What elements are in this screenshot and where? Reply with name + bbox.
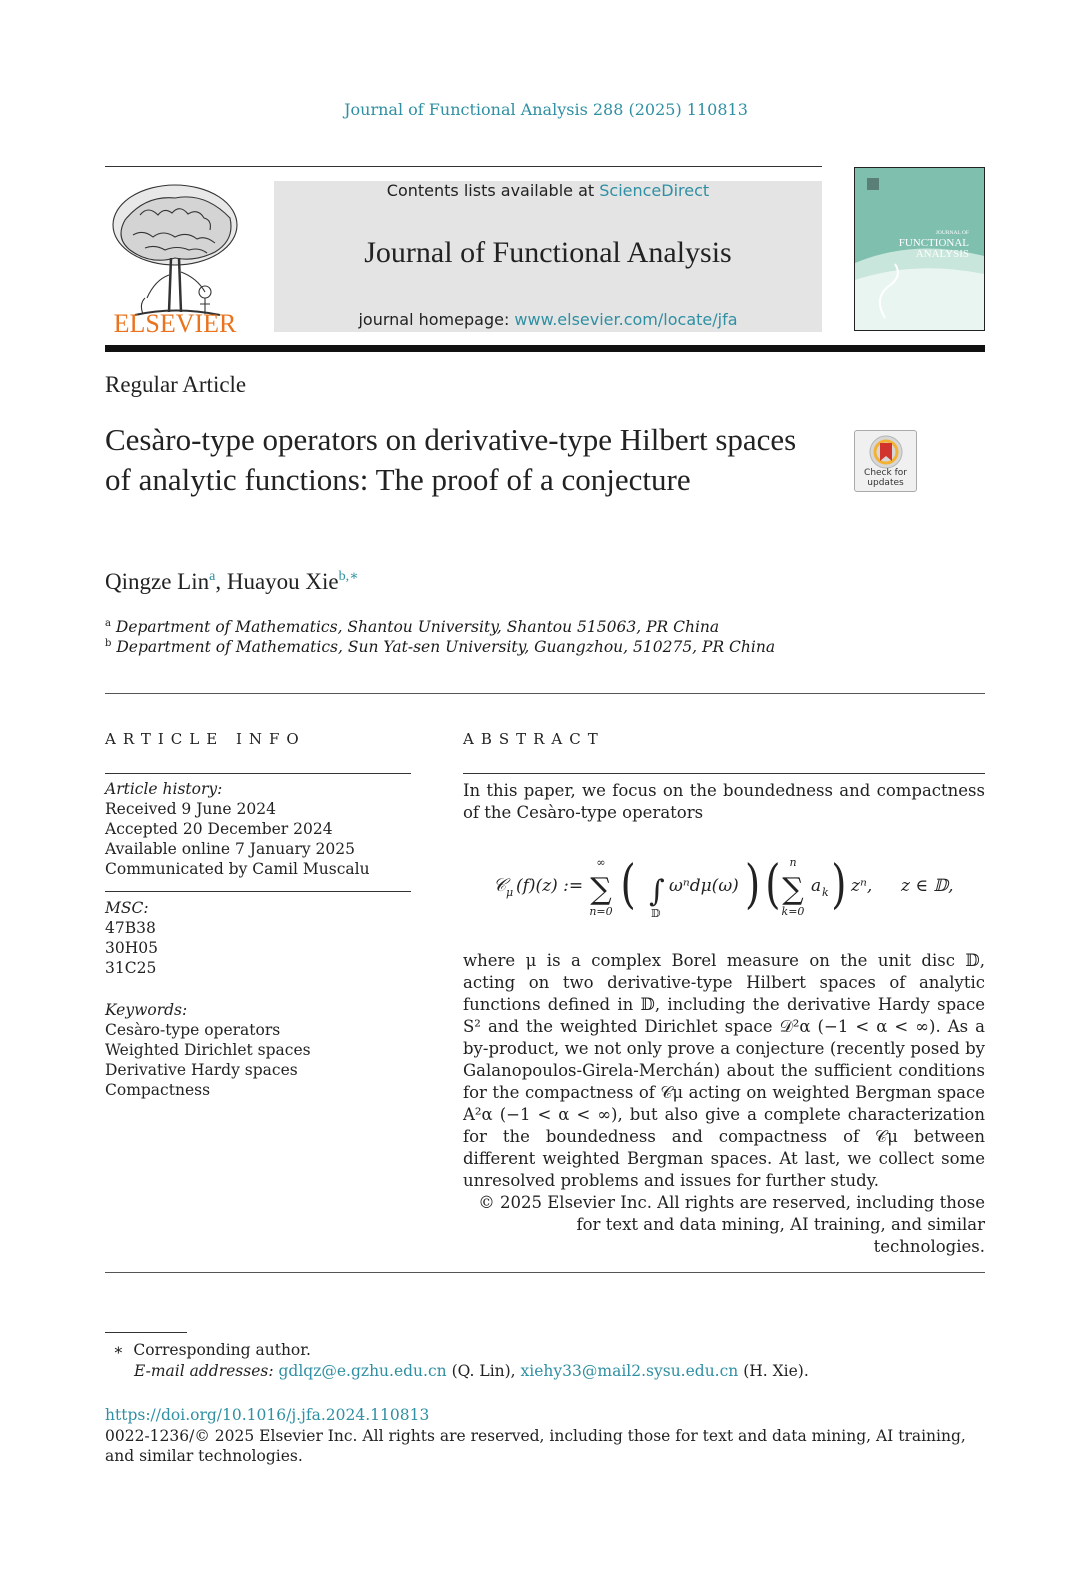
- msc-code: 31C25: [105, 959, 157, 977]
- formula-lhs: 𝒞: [493, 875, 507, 896]
- affiliation-a: $^a$ Department of Mathematics, Shantou University, Shantou 515063, PR China: [105, 618, 720, 636]
- doi-link[interactable]: https://doi.org/10.1016/j.jfa.2024.110813: [105, 1406, 430, 1424]
- history-online: Available online 7 January 2025: [105, 840, 355, 858]
- left-paren: (: [765, 855, 781, 915]
- history-label: Article history:: [105, 780, 223, 798]
- email-link[interactable]: xiehy33@mail2.sysu.edu.cn: [520, 1362, 739, 1380]
- history-communicated: Communicated by Camil Muscalu: [105, 860, 370, 878]
- affiliation-b: $^b$ Department of Mathematics, Sun Yat-sen University, Guangzhou, 510275, PR China: [105, 638, 776, 656]
- keyword: Weighted Dirichlet spaces: [105, 1041, 311, 1059]
- abstract-heading: ABSTRACT: [463, 730, 605, 748]
- integral-sign: ∫: [649, 874, 665, 909]
- homepage-line: journal homepage: www.elsevier.com/locate/jfa: [358, 310, 738, 329]
- email-label: E-mail addresses:: [134, 1362, 274, 1380]
- msc-rule: [105, 891, 411, 892]
- journal-cover-image: [855, 168, 984, 330]
- author-name[interactable]: Huayou Xie: [226, 569, 339, 594]
- integral-domain: 𝔻: [651, 907, 661, 920]
- publisher-logo: [105, 180, 245, 335]
- history-accepted: Accepted 20 December 2024: [105, 820, 333, 838]
- msc-code: 30H05: [105, 939, 158, 957]
- sum1-upper: ∞: [596, 856, 606, 869]
- keyword: Derivative Hardy spaces: [105, 1061, 298, 1079]
- formula-tail: zⁿ,: [851, 876, 873, 896]
- publisher-wordmark: ELSEVIER: [113, 309, 237, 335]
- right-paren: ): [745, 855, 761, 915]
- msc-label: MSC:: [105, 899, 149, 917]
- sum1-sigma: ∑: [590, 872, 612, 907]
- check-badge-text: Check for updates: [864, 468, 907, 488]
- rights-statement: 0022-1236/© 2025 Elsevier Inc. All rights are reserved, including those for text and data mining, AI training, and similar technologies.: [105, 1427, 966, 1465]
- elsevier-tree-icon: [105, 180, 245, 335]
- sum2-lower: k=0: [781, 905, 805, 918]
- cover-title-2: ANALYSIS: [915, 248, 969, 260]
- integrand: ωⁿdμ(ω): [669, 876, 739, 896]
- homepage-link[interactable]: www.elsevier.com/locate/jfa: [514, 310, 738, 329]
- abstract-rule: [463, 773, 985, 774]
- keyword: Compactness: [105, 1081, 211, 1099]
- header-thick-rule: [105, 345, 985, 352]
- formula-lhs-rest: (f)(z) :=: [516, 876, 584, 896]
- cover-title-1: FUNCTIONAL: [898, 237, 969, 249]
- abstract-copyright: © 2025 Elsevier Inc. All rights are reserved, including those for text and data mining, AI training, and similar technologies.: [478, 1193, 985, 1256]
- section-rule: [105, 693, 985, 694]
- formula-condition: z ∈ 𝔻,: [901, 876, 954, 896]
- journal-cover: [854, 167, 985, 331]
- contents-line: Contents lists available at ScienceDirect: [386, 181, 710, 200]
- sum1-lower: n=0: [589, 905, 613, 918]
- abstract-body: where μ is a complex Borel measure on the unit disc 𝔻, acting on two derivative-type Hilbert spaces of analytic functions defined in 𝔻, including the derivative Hardy space S² and the weighted Dirichlet space 𝒟²α (−1 < α < ∞). As a by-product, we not only prove a conjecture (recently posed by Galanopoulos-Girela-Merchán) about the sufficient conditions for the compactness of 𝒞μ acting on weighted Bergman space A²α (−1 < α < ∞), but also give a complete characterization for the boundedness and compactness of 𝒞μ between different weighted Bergman spaces. At last, we collect some unresolved problems and issues for further study.: [463, 951, 985, 1190]
- article-info-heading: ARTICLE INFO: [105, 730, 306, 748]
- abstract-intro: In this paper, we focus on the boundedness and compactness of the Cesàro-type operators: [463, 781, 985, 822]
- right-paren: ): [831, 855, 847, 915]
- article-type: Regular Article: [105, 372, 247, 397]
- journal-banner: [274, 181, 822, 332]
- corresponding-footnote: ∗ Corresponding author.: [113, 1341, 311, 1359]
- bookmark-icon: [868, 434, 904, 470]
- top-rule: [105, 166, 822, 167]
- running-header: Journal of Functional Analysis 288 (2025) 110813: [344, 100, 748, 119]
- history-received: Received 9 June 2024: [105, 800, 276, 818]
- journal-title: Journal of Functional Analysis: [364, 236, 732, 269]
- msc-code: 47B38: [105, 919, 156, 937]
- article-info-rule: [105, 773, 411, 774]
- left-paren: (: [620, 855, 636, 915]
- sum2-sigma: ∑: [782, 872, 804, 907]
- footnote-marker: ∗: [113, 1341, 124, 1359]
- summand-sub: k: [822, 886, 829, 899]
- check-for-updates-badge[interactable]: [854, 430, 917, 492]
- email-link[interactable]: gdlqz@e.gzhu.edu.cn: [278, 1362, 447, 1380]
- cover-small-text: JOURNAL OF: [935, 230, 969, 236]
- author-affiliation-mark[interactable]: b,∗: [338, 569, 359, 584]
- footnote-rule: [105, 1332, 187, 1333]
- sciencedirect-link[interactable]: ScienceDirect: [599, 181, 710, 200]
- article-title: Cesàro-type operators on derivative-type Hilbert spaces of analytic functions: The proof of a conjecture: [105, 422, 797, 497]
- keyword: Cesàro-type operators: [105, 1021, 281, 1039]
- keywords-label: Keywords:: [105, 1001, 188, 1019]
- sum2-upper: n: [789, 856, 797, 869]
- author-name[interactable]: Qingze Lin: [105, 569, 210, 594]
- summand: a: [811, 876, 822, 896]
- formula-lhs-sub: μ: [506, 886, 514, 899]
- author-affiliation-mark[interactable]: a: [209, 569, 216, 584]
- cesaro-operator-formula: [463, 855, 985, 925]
- abstract-bottom-rule: [105, 1272, 985, 1273]
- display-formula: [463, 855, 985, 925]
- email-footnote: E-mail addresses: gdlqz@e.gzhu.edu.cn (Q. Lin), xiehy33@mail2.sysu.edu.cn (H. Xie).: [134, 1362, 809, 1380]
- author-list: Qingze Lin$^a$, Huayou Xie$^{b,∗}$: [105, 569, 359, 594]
